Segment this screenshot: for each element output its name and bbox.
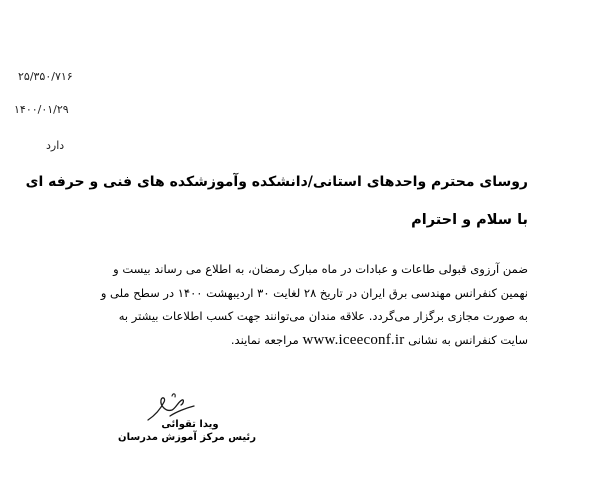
letter-date: ۱۴۰۰/۰۱/۲۹ [14, 103, 69, 116]
letter-number: ۲۵/۳۵۰/۷۱۶ [18, 70, 73, 83]
signer-name: ویدا تقوائی [161, 419, 219, 430]
body-text-after-url: مراجعه نمایند. [230, 332, 299, 347]
greeting: با سلام و احترام [411, 212, 528, 228]
body-text-before-url: سایت کنفرانس به نشانی [408, 332, 528, 347]
letter-attachment: دارد [46, 139, 65, 152]
recipient-heading: روسای محترم واحدهای استانی/دانشکده وآموزشکده های فنی و حرفه ای [25, 174, 528, 190]
body-line: به صورت مجازی برگزار می‌گردد. علاقه مندان می‌توانند جهت کسب اطلاعات بیشتر به [118, 309, 528, 323]
body-line: نهمین کنفرانس مهندسی برق ایران در تاریخ ۲۸ لغایت ۳۰ اردیبهشت ۱۴۰۰ در سطح ملی و [100, 285, 528, 300]
signer-title: رئیس مرکز آموزش مدرسان [118, 432, 256, 443]
letter-body [8, 258, 528, 352]
body-line: ضمن آرزوی قبولی طاعات و عبادات در ماه مبارک رمضان، به اطلاع می رساند بیست و [113, 262, 528, 276]
conference-url: www.iceeconf.ir [302, 331, 405, 348]
body-line-last [8, 329, 528, 353]
